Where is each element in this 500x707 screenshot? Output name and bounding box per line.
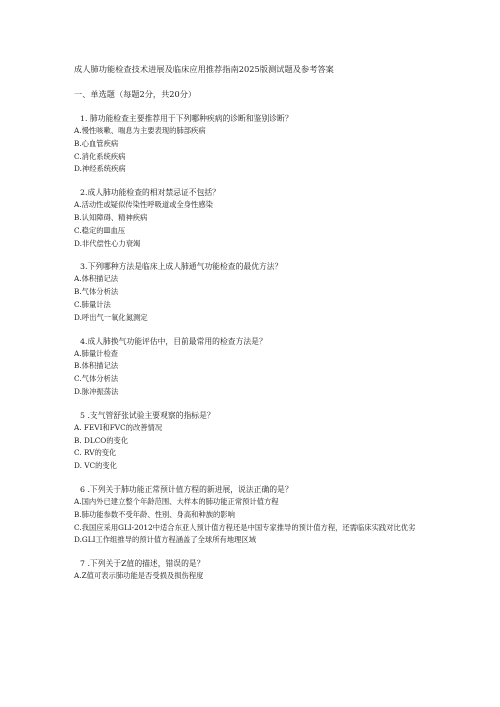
question-list	[74, 113, 434, 594]
option-b: B.气体分析法	[74, 287, 119, 297]
option-a: A.肺量计检查	[74, 348, 119, 358]
question-4	[74, 336, 434, 399]
option-b: B. DLCO的变化	[74, 435, 129, 445]
option-a: A.国内外已建立整个年龄范围、大样本的肺功能正常预计值方程	[74, 496, 279, 506]
option-a: A.活动性或疑似传染性呼吸道或全身性感染	[74, 200, 213, 210]
document-title: 成人肺功能检查技术进展及临床应用推荐指南2025版测试题及参考答案	[74, 64, 334, 74]
question-6	[74, 484, 434, 547]
option-d: D. VC的变化	[74, 461, 117, 471]
option-c: C.气体分析法	[74, 374, 119, 384]
option-a: A. FEVI和FVC的改善情况	[74, 422, 163, 432]
option-b: B.认知障碍、精神疾病	[74, 212, 148, 222]
question-text: 5 .支气管舒张试验主要观察的指标是？	[80, 410, 215, 420]
question-text: 4.成人肺换气功能评估中，目前最常用的检查方法是？	[80, 336, 267, 346]
question-text: 2.成人肺功能检查的相对禁忌证不包括？	[80, 188, 220, 198]
option-a: A.Z值可表示肺功能是否受损及损伤程度	[74, 571, 204, 581]
option-d: D.神经系统疾病	[74, 164, 126, 174]
option-d: D.脉冲振荡法	[74, 386, 119, 396]
question-2	[74, 187, 434, 250]
option-a: A.慢性咳嗽、喘息为主要表现的肺部疾病	[74, 126, 206, 135]
option-b: B.体积描记法	[74, 361, 119, 371]
question-5	[74, 410, 434, 473]
section-heading: 一、单选题（每题2分，共20分）	[74, 89, 197, 99]
question-7	[74, 558, 434, 583]
question-3	[74, 261, 434, 324]
option-c: C.稳定的Ⅲ血压	[74, 225, 126, 235]
option-d: D.非代偿性心力衰竭	[74, 238, 141, 248]
question-1	[74, 113, 434, 176]
option-c: C.消化系统疾病	[74, 151, 126, 161]
option-d: D.呼出气一氧化氮测定	[74, 312, 148, 322]
question-text: 1. 肺功能检查主要推荐用于下列哪种疾病的诊断和鉴别诊断？	[80, 114, 293, 123]
option-b: B.心血管疾病	[74, 138, 119, 148]
question-text: 7 .下列关于Z值的描述，错误的是？	[80, 559, 205, 569]
option-c: C. RV的变化	[74, 448, 117, 458]
option-d: D.GLI工作组推导的预计值方程涵盖了全球所有地理区域	[74, 535, 256, 545]
option-c: C.我国应采用GLI-2012中适合东亚人预计值方程还是中国专家推导的预计值方程，还需临床实践对比优劣	[74, 522, 416, 532]
question-text: 3.下列哪种方法是临床上成人肺通气功能检查的最优方法？	[80, 262, 283, 272]
option-b: B.肺功能参数不受年龄、性别、身高和种族的影响	[74, 509, 235, 519]
question-text: 6 .下列关于肺功能正常预计值方程的新进展，说法正确的是？	[80, 484, 293, 494]
option-a: A.体积描记法	[74, 274, 119, 284]
option-c: C.肺量计法	[74, 299, 111, 309]
